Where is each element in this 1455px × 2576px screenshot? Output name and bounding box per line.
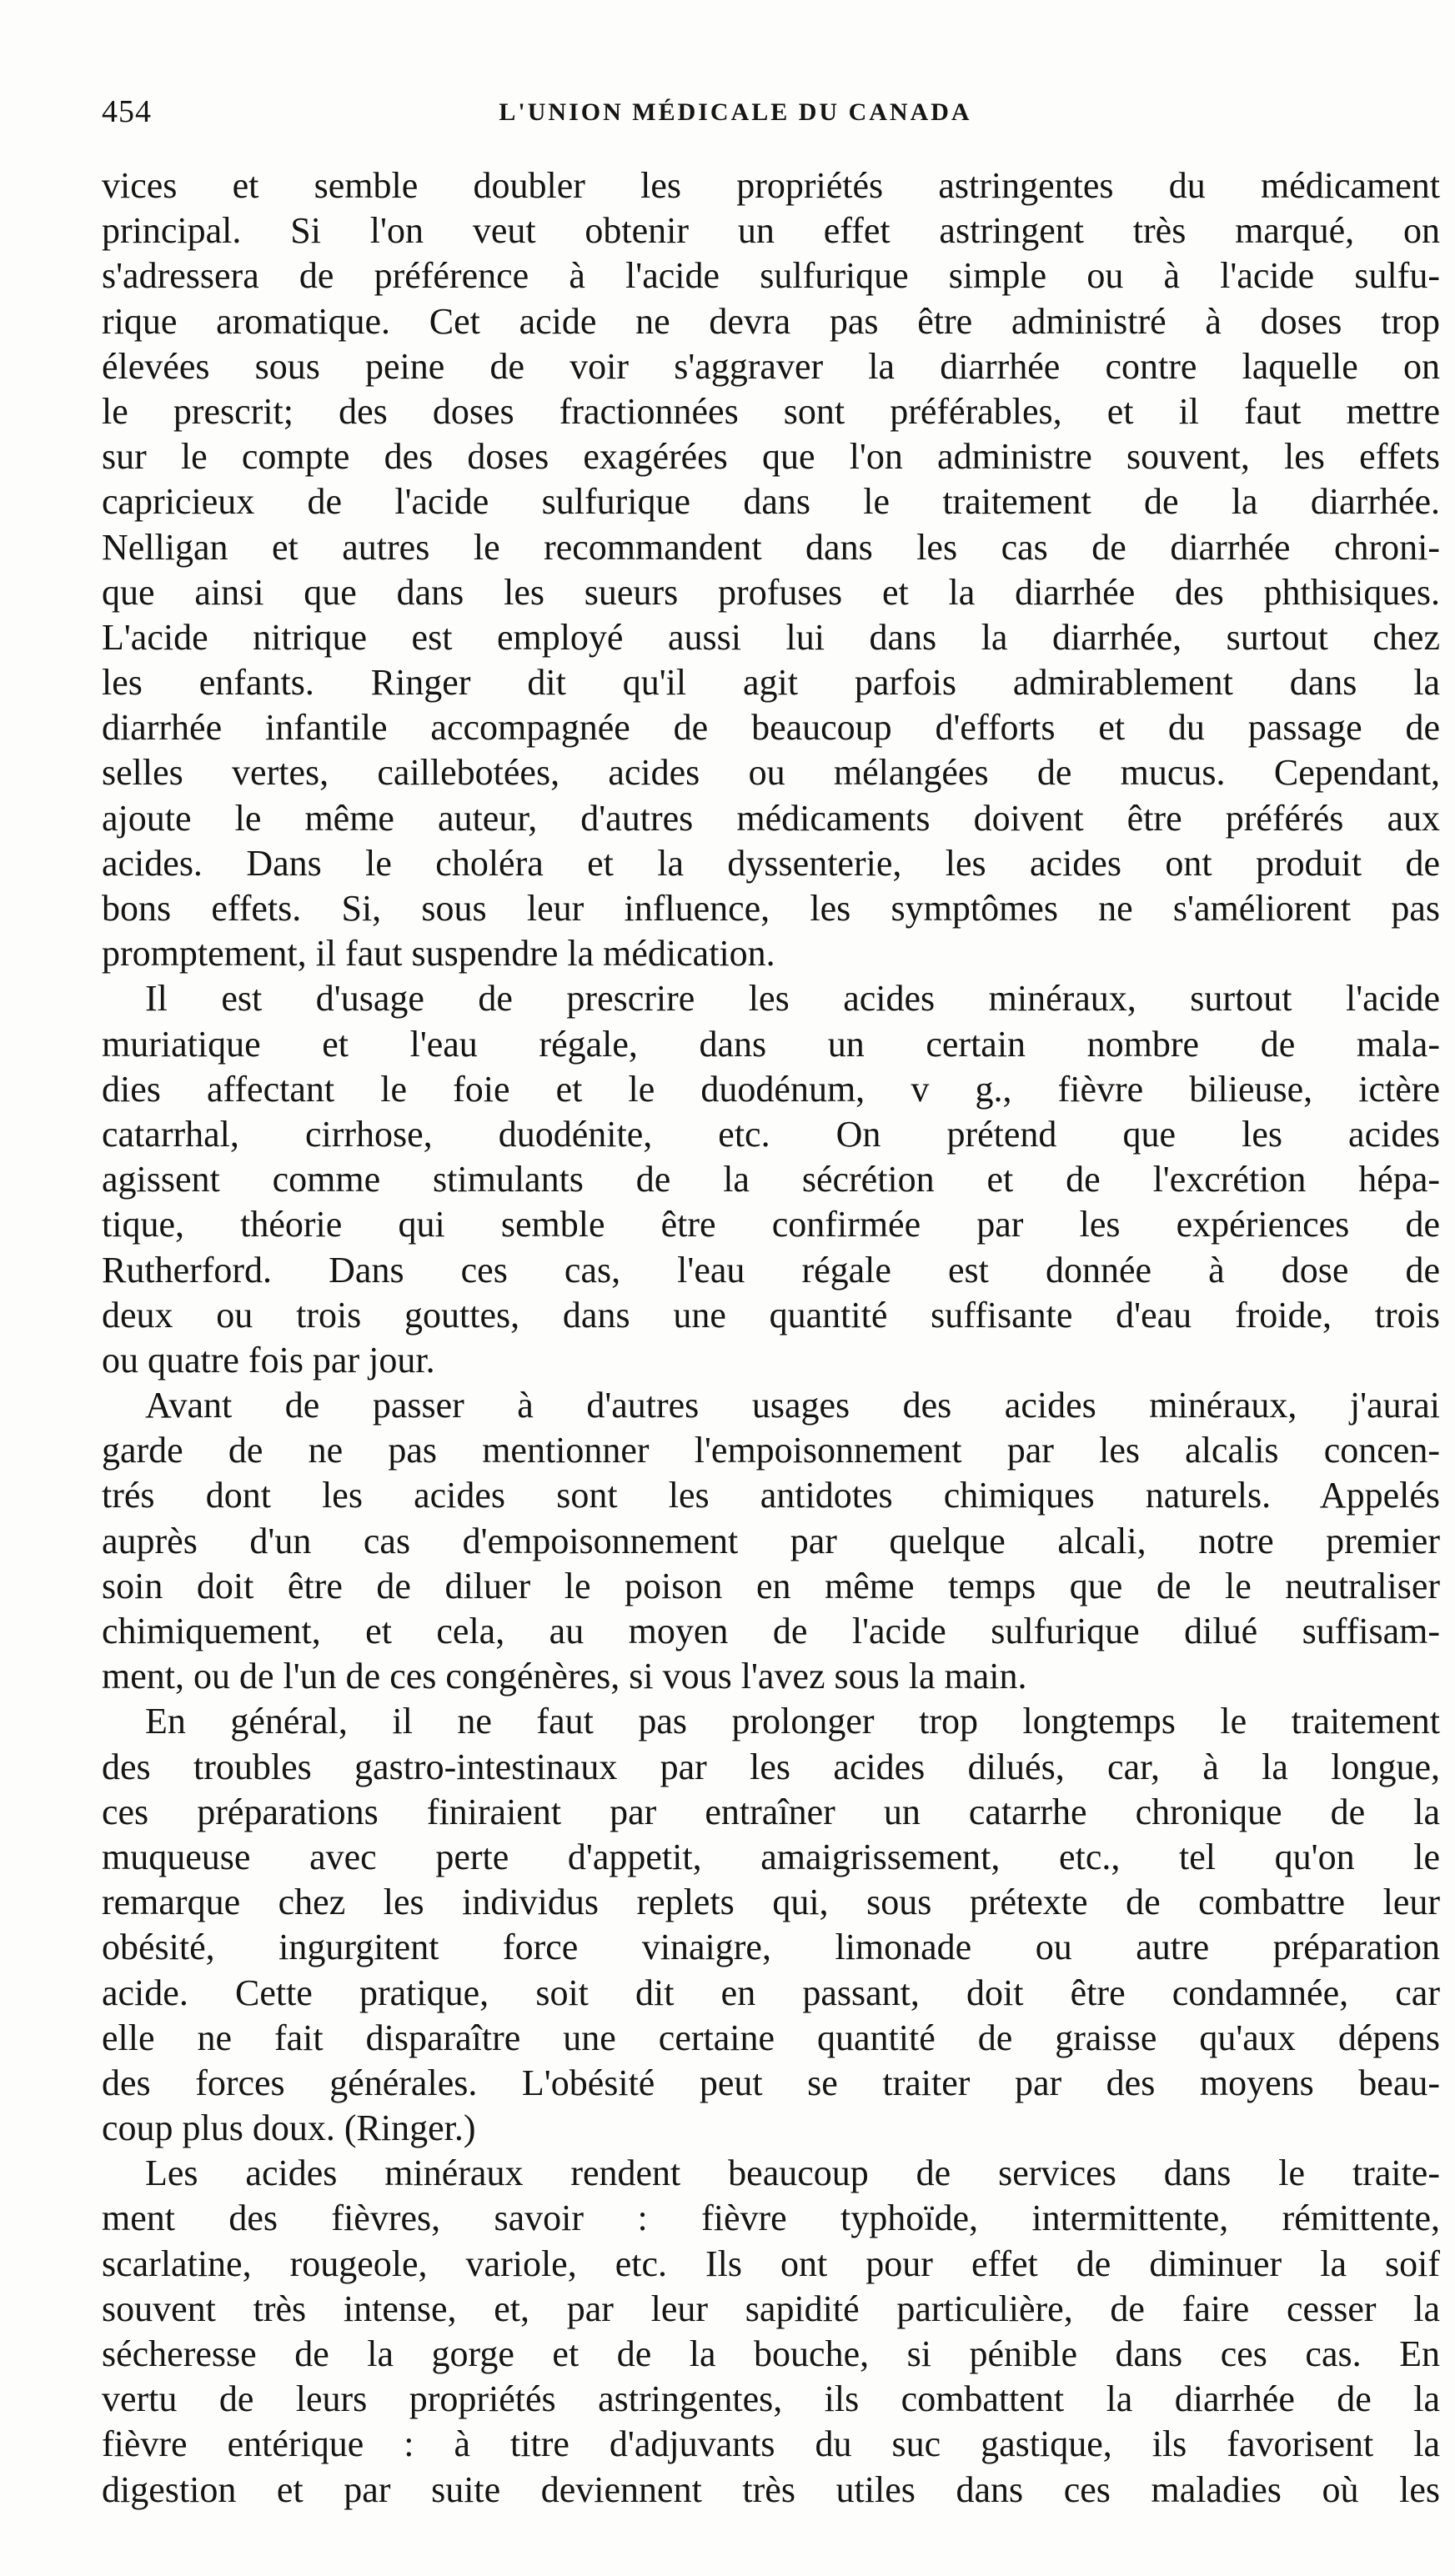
text-line: Nelligan et autres le recommandent dans les cas de diarrhée chroni- [102,526,1440,568]
text-line: promptement, il faut suspendre la médication. [102,933,775,975]
text-line: s'adressera de préférence à l'acide sulfurique simple ou à l'acide sulfu- [102,255,1440,297]
text-line: L'acide nitrique est employé aussi lui dans la diarrhée, surtout chez [102,616,1440,658]
text-line: obésité, ingurgitent force vinaigre, limonade ou autre préparation [102,1927,1440,1968]
text-line: ou quatre fois par jour. [102,1339,435,1381]
text-line: muqueuse avec perte d'appetit, amaigrissement, etc., tel qu'on le [102,1836,1440,1877]
text-line: bons effets. Si, sous leur influence, les symptômes ne s'améliorent pas [102,888,1440,929]
text-line: diarrhée infantile accompagnée de beaucoup d'efforts et du passage de [102,707,1440,749]
text-line: rique aromatique. Cet acide ne devra pas être administré à doses trop [102,300,1440,342]
text-line: Il est d'usage de prescrire les acides minéraux, surtout l'acide [145,978,1440,1020]
text-line: sécheresse de la gorge et de la bouche, si pénible dans ces cas. En [102,2333,1440,2374]
text-line: soin doit être de diluer le poison en même temps que de le neutraliser [102,1565,1440,1606]
text-line: ajoute le même auteur, d'autres médicaments doivent être préférés aux [102,797,1440,839]
text-line: catarrhal, cirrhose, duodénite, etc. On prétend que les acides [102,1113,1440,1155]
text-line: remarque chez les individus replets qui, sous prétexte de combattre leur [102,1882,1440,1923]
text-line: agissent comme stimulants de la sécrétion et de l'excrétion hépa- [102,1159,1440,1200]
text-line: fièvre entérique : à titre d'adjuvants du suc gastique, ils favorisent la [102,2423,1440,2465]
text-line: deux ou trois gouttes, dans une quantité suffisante d'eau froide, trois [102,1294,1440,1336]
text-line: chimiquement, et cela, au moyen de l'acide sulfurique dilué suffisam- [102,1611,1440,1651]
running-head: L'UNION MÉDICALE DU CANADA [499,98,972,126]
text-line: selles vertes, caillebotées, acides ou mélangées de mucus. Cependant, [102,752,1440,794]
text-line: capricieux de l'acide sulfurique dans le traitement de la diarrhée. [102,481,1440,523]
text-line: auprès d'un cas d'empoisonnement par quelque alcali, notre premier [102,1520,1440,1561]
text-line: sur le compte des doses exagérées que l'on administre souvent, les effets [102,436,1440,478]
text-line: élevées sous peine de voir s'aggraver la diarrhée contre laquelle on [102,345,1440,387]
text-line: vertu de leurs propriétés astringentes, ils combattent la diarrhée de la [102,2378,1440,2420]
text-line: ment des fièvres, savoir : fièvre typhoïde, intermittente, rémittente, [102,2198,1440,2239]
page-header [102,93,1369,143]
text-line: souvent très intense, et, par leur sapidité particulière, de faire cesser la [102,2288,1440,2329]
text-line: Les acides minéraux rendent beaucoup de services dans le traite- [145,2153,1440,2194]
text-line: les enfants. Ringer dit qu'il agit parfois admirablement dans la [102,662,1440,704]
text-line: le prescrit; des doses fractionnées sont préférables, et il faut mettre [102,390,1440,432]
text-line: acides. Dans le choléra et la dyssenterie, les acides ont produit de [102,842,1440,884]
text-line: digestion et par suite deviennent très utiles dans ces maladies où les [102,2468,1440,2510]
text-line: garde de ne pas mentionner l'empoisonnement par les alcalis concen- [102,1430,1440,1471]
text-line: ment, ou de l'un de ces congénères, si vous l'avez sous la main. [102,1656,1027,1697]
text-line: des forces générales. L'obésité peut se traiter par des moyens beau- [102,2062,1440,2103]
body-text [102,163,1440,2513]
text-line: Rutherford. Dans ces cas, l'eau régale est donnée à dose de [102,1249,1440,1291]
text-line: elle ne fait disparaître une certaine quantité de graisse qu'aux dépens [102,2017,1440,2058]
text-line: tique, théorie qui semble être confirmée par les expériences de [102,1204,1440,1245]
text-line: coup plus doux. (Ringer.) [102,2107,476,2149]
text-line: trés dont les acides sont les antidotes chimiques naturels. Appelés [102,1475,1440,1516]
text-line: muriatique et l'eau régale, dans un certain nombre de mala- [102,1023,1440,1065]
text-line: Avant de passer à d'autres usages des acides minéraux, j'aurai [145,1385,1440,1426]
text-line: En général, il ne faut pas prolonger trop longtemps le traitement [145,1701,1440,1742]
text-line: principal. Si l'on veut obtenir un effet astringent très marqué, on [102,210,1440,252]
text-line: ces préparations finiraient par entraîner un catarrhe chronique de la [102,1791,1440,1832]
text-line: vices et semble doubler les propriétés astringentes du médicament [102,165,1440,206]
text-line: scarlatine, rougeole, variole, etc. Ils ont pour effet de diminuer la soif [102,2243,1440,2284]
text-line: dies affectant le foie et le duodénum, v g., fièvre bilieuse, ictère [102,1068,1440,1110]
text-line: que ainsi que dans les sueurs profuses et la diarrhée des phthisiques. [102,571,1440,613]
text-line: des troubles gastro-intestinaux par les acides dilués, car, à la longue, [102,1746,1440,1787]
page-number: 454 [102,94,152,129]
text-line: acide. Cette pratique, soit dit en passant, doit être condamnée, car [102,1972,1440,2013]
